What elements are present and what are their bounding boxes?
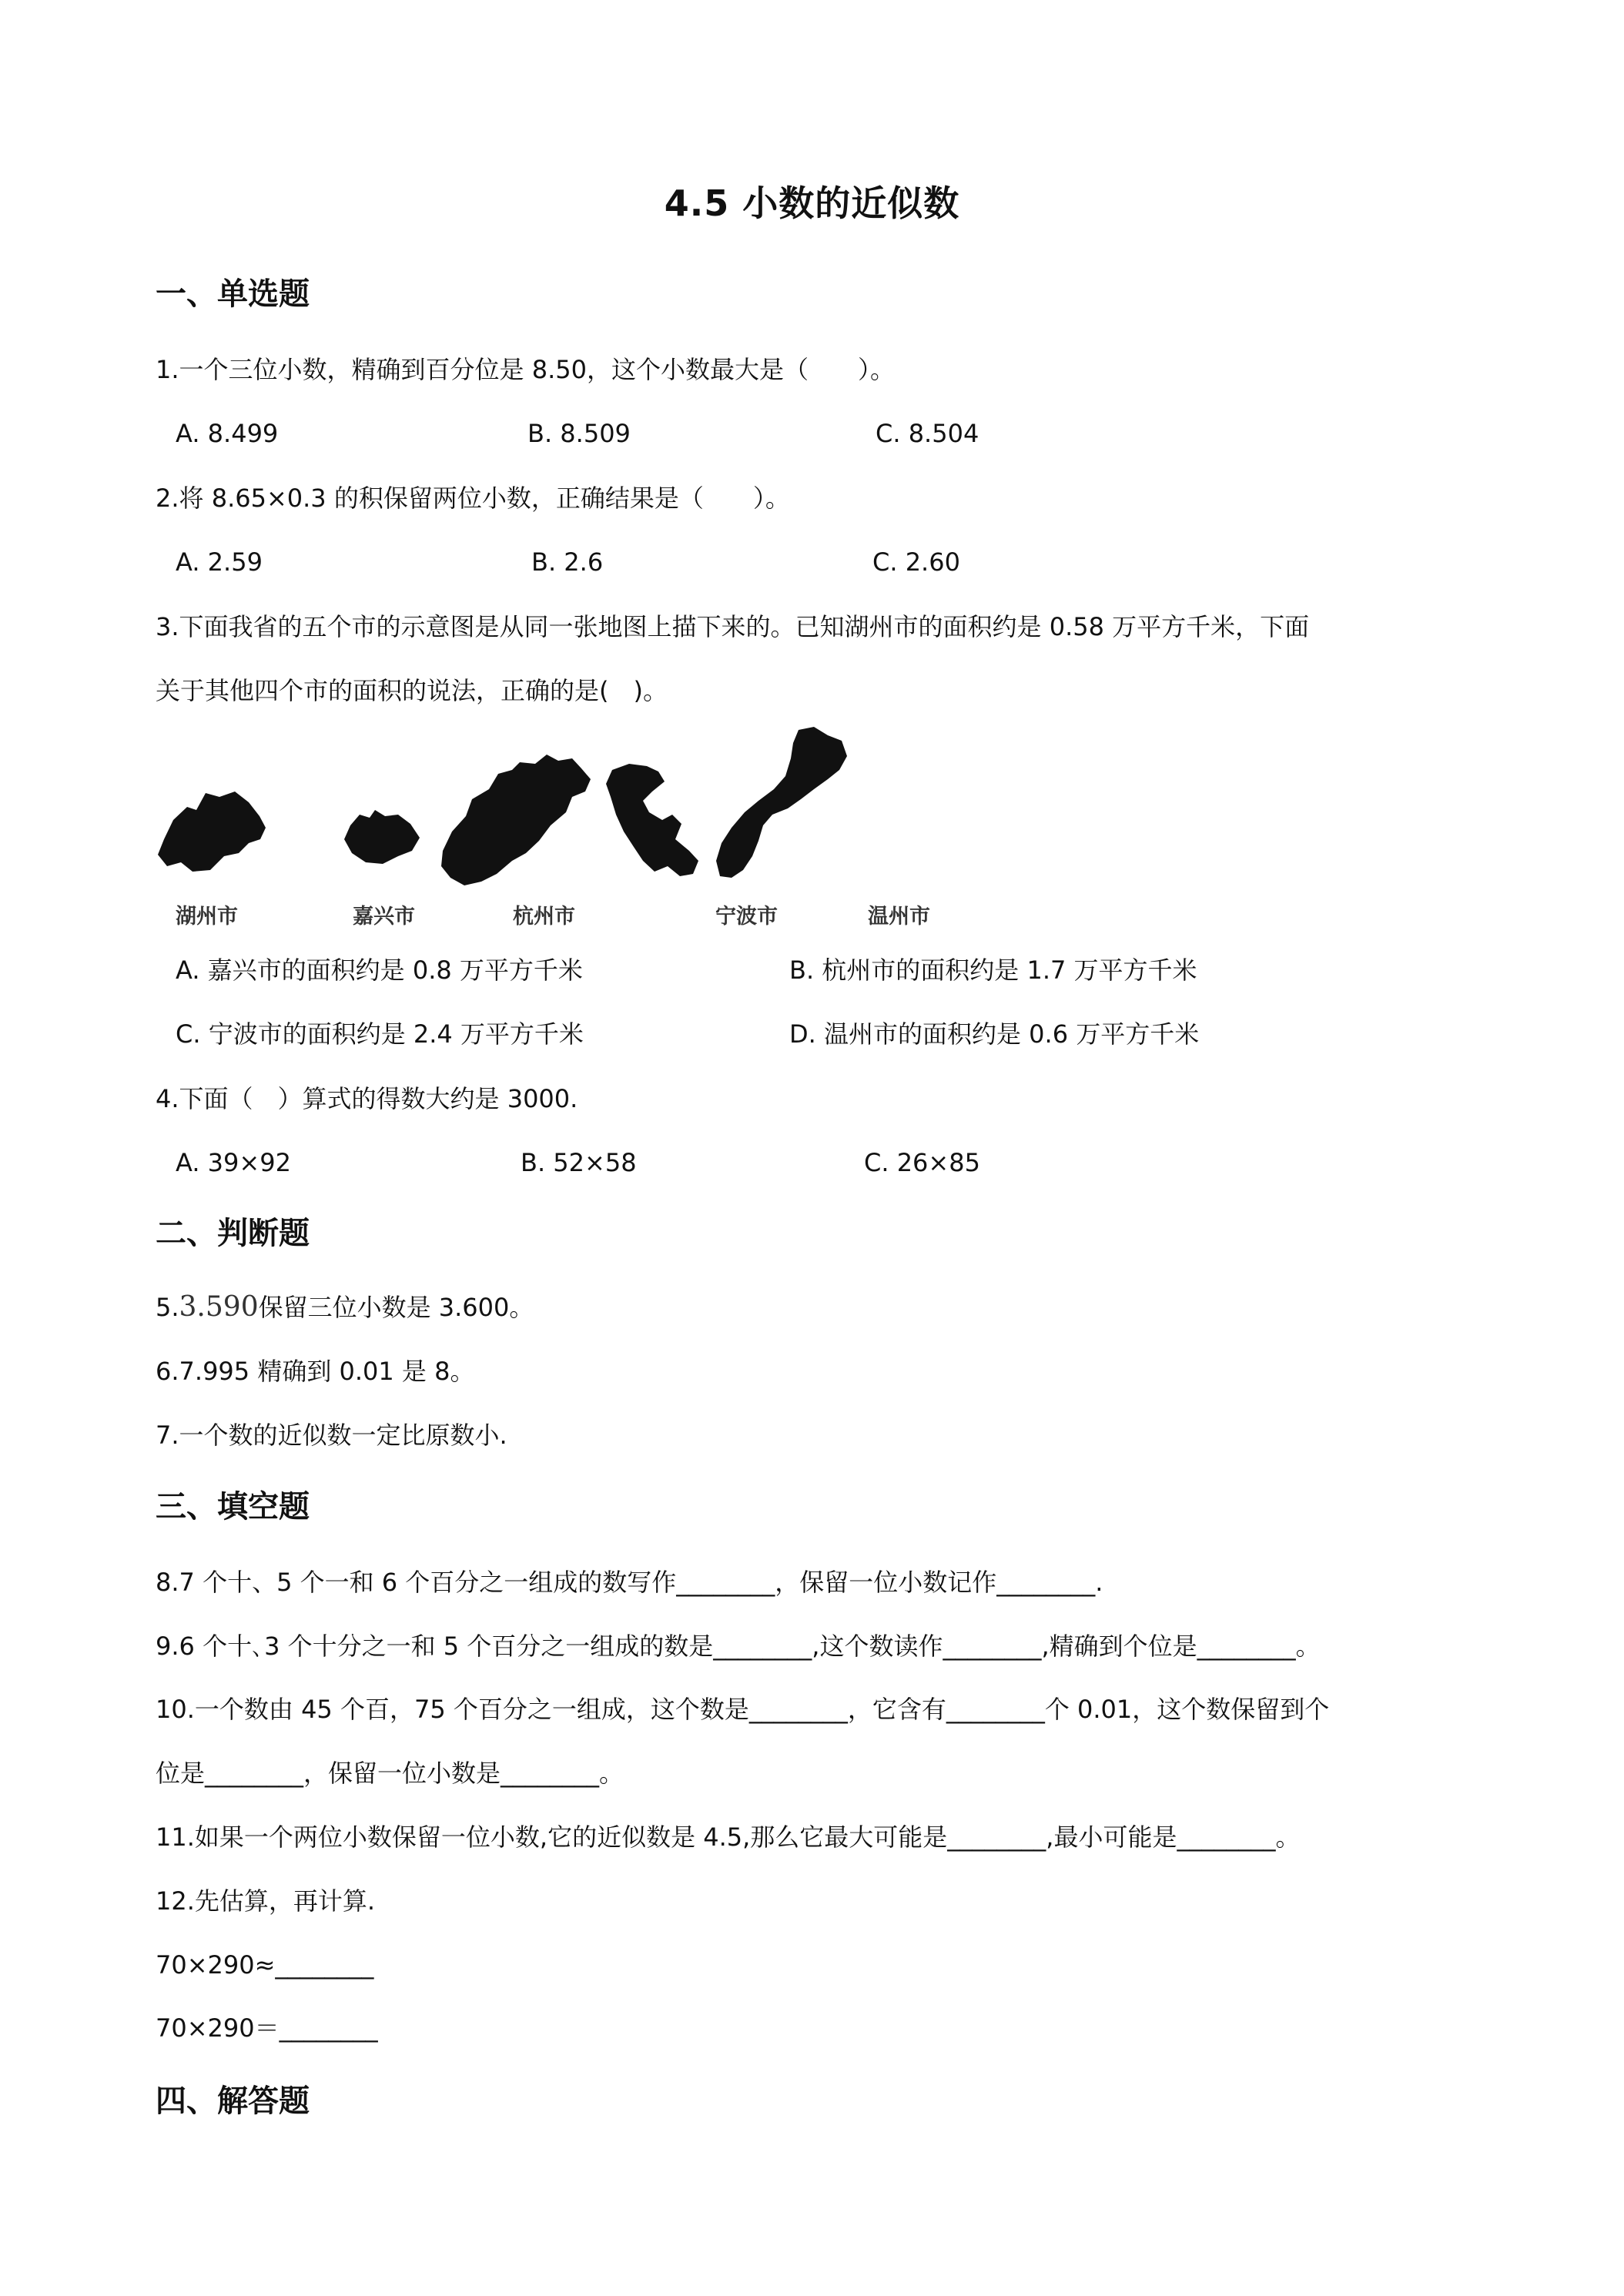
q1-option-c: C. 8.504 [876, 419, 979, 448]
map-label-hangzhou: 杭州市 [513, 905, 575, 929]
question-3-line-2: 关于其他四个市的面积的说法，正确的是( )。 [156, 676, 668, 705]
question-3-line-1: 3.下面我省的五个市的示意图是从同一张地图上描下来的。已知湖州市的面积约是 0.58 万平方千米，下面 [156, 612, 1310, 641]
q4-option-a: A. 39×92 [176, 1148, 291, 1177]
ningbo-map-shape [606, 764, 698, 876]
q4-option-b: B. 52×58 [521, 1148, 637, 1177]
map-label-jiaxing: 嘉兴市 [353, 905, 415, 929]
question-6: 6.7.995 精确到 0.01 是 8。 [156, 1357, 475, 1386]
question-5 [156, 1292, 534, 1323]
question-7: 7.一个数的近似数一定比原数小. [156, 1421, 507, 1450]
section-heading-solve: 四、解答题 [156, 2083, 310, 2119]
question-2: 2.将 8.65×0.3 的积保留两位小数，正确结果是（ ）。 [156, 484, 790, 513]
q4-option-c: C. 26×85 [864, 1148, 980, 1177]
question-4: 4.下面（ ）算式的得数大约是 3000. [156, 1084, 578, 1113]
section-heading-single-choice: 一、单选题 [156, 276, 310, 312]
question-10-line-1: 10.一个数由 45 个百，75 个百分之一组成，这个数是________，它含有________个 0.01，这个数保留到个 [156, 1695, 1330, 1724]
question-12: 12.先估算，再计算. [156, 1886, 376, 1916]
huzhou-map-shape [158, 792, 266, 872]
question-12-calculate: 70×290＝________ [156, 2013, 378, 2043]
wenzhou-map-shape [716, 727, 847, 878]
q5-handwritten-number: 3.590 [179, 1291, 259, 1323]
city-map-figure [150, 724, 997, 924]
question-9: 9.6 个十､3 个十分之一和 5 个百分之一组成的数是________,这个数读作________,精确到个位是________。 [156, 1632, 1321, 1661]
q2-option-a: A. 2.59 [176, 547, 263, 577]
map-label-wenzhou: 温州市 [868, 905, 930, 929]
question-8: 8.7 个十、5 个一和 6 个百分之一组成的数写作________，保留一位小数记作________. [156, 1568, 1103, 1597]
q3-option-c: C. 宁波市的面积约是 2.4 万平方千米 [176, 1019, 584, 1049]
section-heading-fill-in: 三、填空题 [156, 1489, 310, 1525]
question-12-estimate: 70×290≈________ [156, 1950, 374, 1980]
map-label-ningbo: 宁波市 [715, 905, 778, 929]
q5-text: 保留三位小数是 3.600。 [258, 1293, 534, 1322]
section-heading-true-false: 二、判断题 [156, 1216, 310, 1251]
q3-option-d: D. 温州市的面积约是 0.6 万平方千米 [789, 1019, 1200, 1049]
q3-option-b: B. 杭州市的面积约是 1.7 万平方千米 [789, 956, 1197, 985]
jiaxing-map-shape [344, 810, 420, 864]
map-label-huzhou: 湖州市 [176, 905, 238, 929]
question-11: 11.如果一个两位小数保留一位小数,它的近似数是 4.5,那么它最大可能是________,最小可能是________。 [156, 1822, 1301, 1852]
hangzhou-map-shape [441, 755, 591, 885]
q3-option-a: A. 嘉兴市的面积约是 0.8 万平方千米 [176, 956, 583, 985]
q2-option-b: B. 2.6 [531, 547, 604, 577]
q5-number: 5. [156, 1293, 179, 1322]
page-title: 4.5 小数的近似数 [664, 182, 960, 224]
q2-option-c: C. 2.60 [872, 547, 960, 577]
q1-option-b: B. 8.509 [527, 419, 631, 448]
question-1: 1.一个三位小数，精确到百分位是 8.50，这个小数最大是（ ）。 [156, 355, 895, 384]
q1-option-a: A. 8.499 [176, 419, 279, 448]
question-10-line-2: 位是________，保留一位小数是________。 [156, 1759, 624, 1788]
